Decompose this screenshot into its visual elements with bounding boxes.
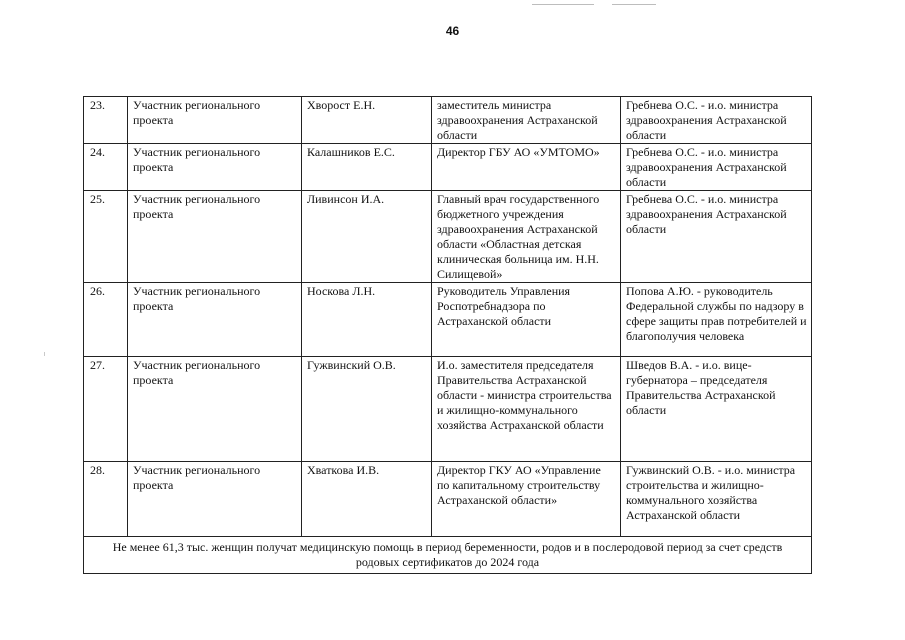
header-rule [532,4,594,5]
name-cell: Ливинсон И.А. [302,191,432,283]
name-cell: Гужвинский О.В. [302,357,432,462]
role-cell: Участник регионального проекта [128,462,302,537]
position-cell: Директор ГКУ АО «Управление по капитальному строительству Астраханской области» [432,462,621,537]
table-row [84,144,812,191]
name-cell: Хворост Е.Н. [302,97,432,144]
row-number: 27. [84,357,128,462]
role-cell: Участник регионального проекта [128,283,302,357]
name-cell: Носкова Л.Н. [302,283,432,357]
name-cell: Хваткова И.В. [302,462,432,537]
supervisor-cell: Гребнева О.С. - и.о. министра здравоохранения Астраханской области [621,191,812,283]
row-number: 24. [84,144,128,191]
role-cell: Участник регионального проекта [128,97,302,144]
summary-row [84,537,812,574]
row-number: 25. [84,191,128,283]
role-cell: Участник регионального проекта [128,144,302,191]
page-number: 46 [445,24,460,38]
table-row [84,462,812,537]
table-row [84,283,812,357]
row-number: 23. [84,97,128,144]
table-row [84,357,812,462]
role-cell: Участник регионального проекта [128,191,302,283]
row-number: 28. [84,462,128,537]
name-cell: Калашников Е.С. [302,144,432,191]
position-cell: И.о. заместителя председателя Правительства Астраханской области - министра строительства и жилищно-коммунального хозяйства Астраханской области [432,357,621,462]
position-cell: Директор ГБУ АО «УМТОМО» [432,144,621,191]
supervisor-cell: Гребнева О.С. - и.о. министра здравоохранения Астраханской области [621,97,812,144]
supervisor-cell: Гребнева О.С. - и.о. министра здравоохранения Астраханской области [621,144,812,191]
supervisor-cell: Попова А.Ю. - руководитель Федеральной службы по надзору в сфере защиты прав потребителей и благополучия человека [621,283,812,357]
table-row [84,191,812,283]
role-cell: Участник регионального проекта [128,357,302,462]
header-rule [612,4,656,5]
supervisor-cell: Гужвинский О.В. - и.о. министра строительства и жилищно-коммунального хозяйства Астраханской области [621,462,812,537]
participants-table [83,96,812,574]
position-cell: Руководитель Управления Роспотребнадзора по Астраханской области [432,283,621,357]
row-number: 26. [84,283,128,357]
supervisor-cell: Шведов В.А. - и.о. вице-губернатора – председателя Правительства Астраханской области [621,357,812,462]
margin-mark [44,352,45,356]
summary-text: Не менее 61,3 тыс. женщин получат медицинскую помощь в период беременности, родов и в послеродовой период за счет средств родовых сертификатов до 2024 года [84,537,812,574]
position-cell: Главный врач государственного бюджетного учреждения здравоохранения Астраханской области «Областная детская клиническая больница им. Н.Н. Силищевой» [432,191,621,283]
position-cell: заместитель министра здравоохранения Астраханской области [432,97,621,144]
table-row [84,97,812,144]
